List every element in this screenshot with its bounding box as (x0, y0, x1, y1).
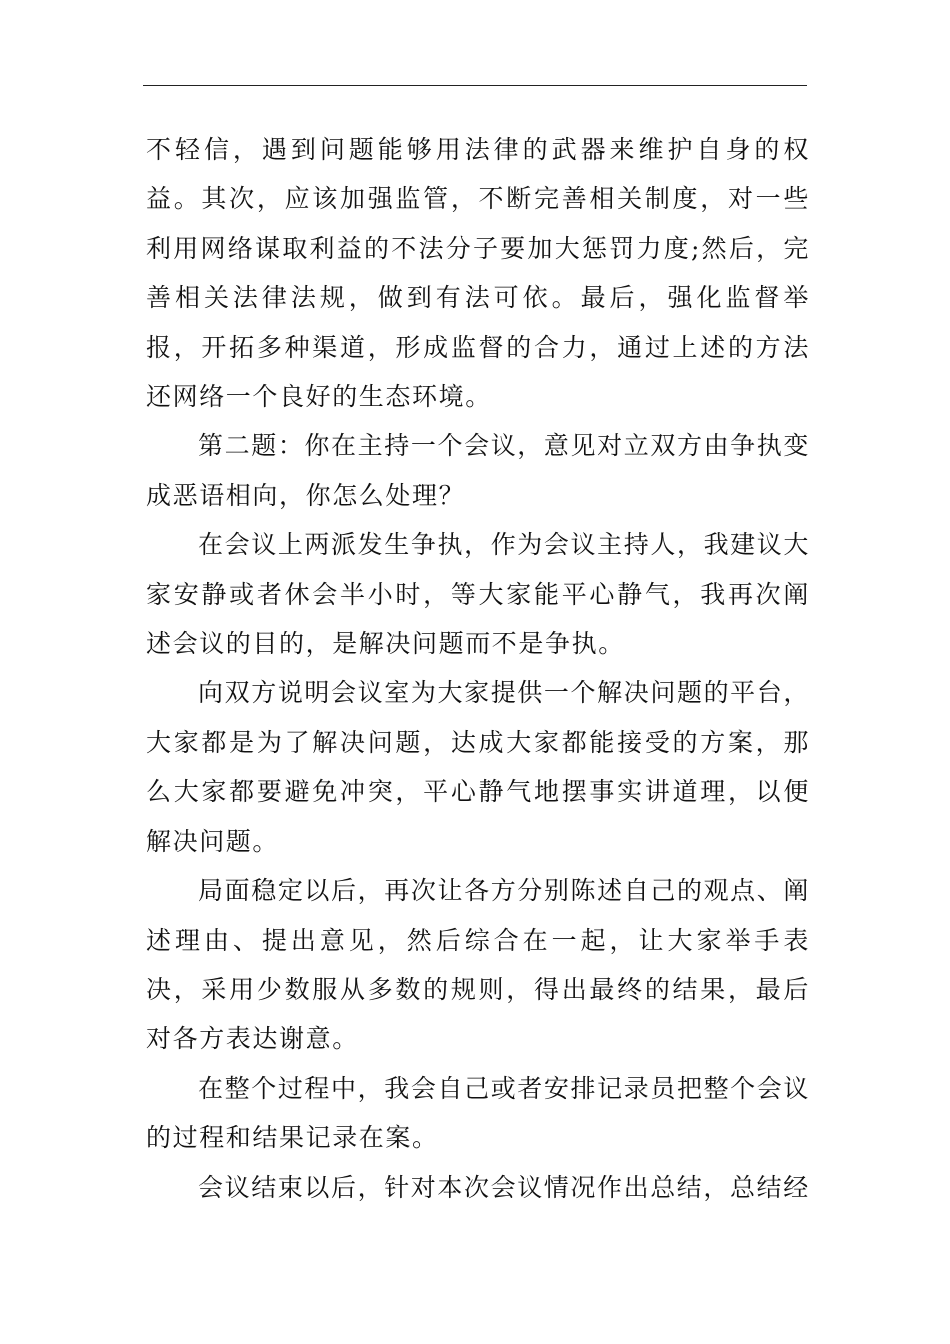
header-rule (143, 85, 807, 86)
document-body (146, 125, 810, 1212)
paragraph-answer-3: 局面稳定以后，再次让各方分别陈述自己的观点、阐述理由、提出意见，然后综合在一起，让大家举手表决，采用少数服从多数的规则，得出最终的结果，最后对各方表达谢意。 (146, 876, 810, 1054)
paragraph-answer-4: 在整个过程中，我会自己或者安排记录员把整个会议的过程和结果记录在案。 (146, 1073, 810, 1153)
paragraph-question-two: 第二题：你在主持一个会议，意见对立双方由争执变成恶语相向，你怎么处理？ (146, 431, 810, 510)
paragraph-answer-1: 在会议上两派发生争执，作为会议主持人，我建议大家安静或者休会半小时，等大家能平心静气，我再次阐述会议的目的，是解决问题而不是争执。 (146, 530, 810, 659)
paragraph-continuation: 不轻信，遇到问题能够用法律的武器来维护自身的权益。其次，应该加强监管，不断完善相关制度，对一些利用网络谋取利益的不法分子要加大惩罚力度;然后，完善相关法律法规，做到有法可依。最后，强化监督举报，开拓多种渠道，形成监督的合力，通过上述的方法还网络一个良好的生态环境。 (146, 135, 810, 412)
paragraph-answer-2: 向双方说明会议室为大家提供一个解决问题的平台，大家都是为了解决问题，达成大家都能接受的方案，那么大家都要避免冲突，平心静气地摆事实讲道理，以便解决问题。 (146, 678, 810, 856)
paragraph-answer-5: 会议结束以后，针对本次会议情况作出总结，总结经 (198, 1172, 810, 1202)
